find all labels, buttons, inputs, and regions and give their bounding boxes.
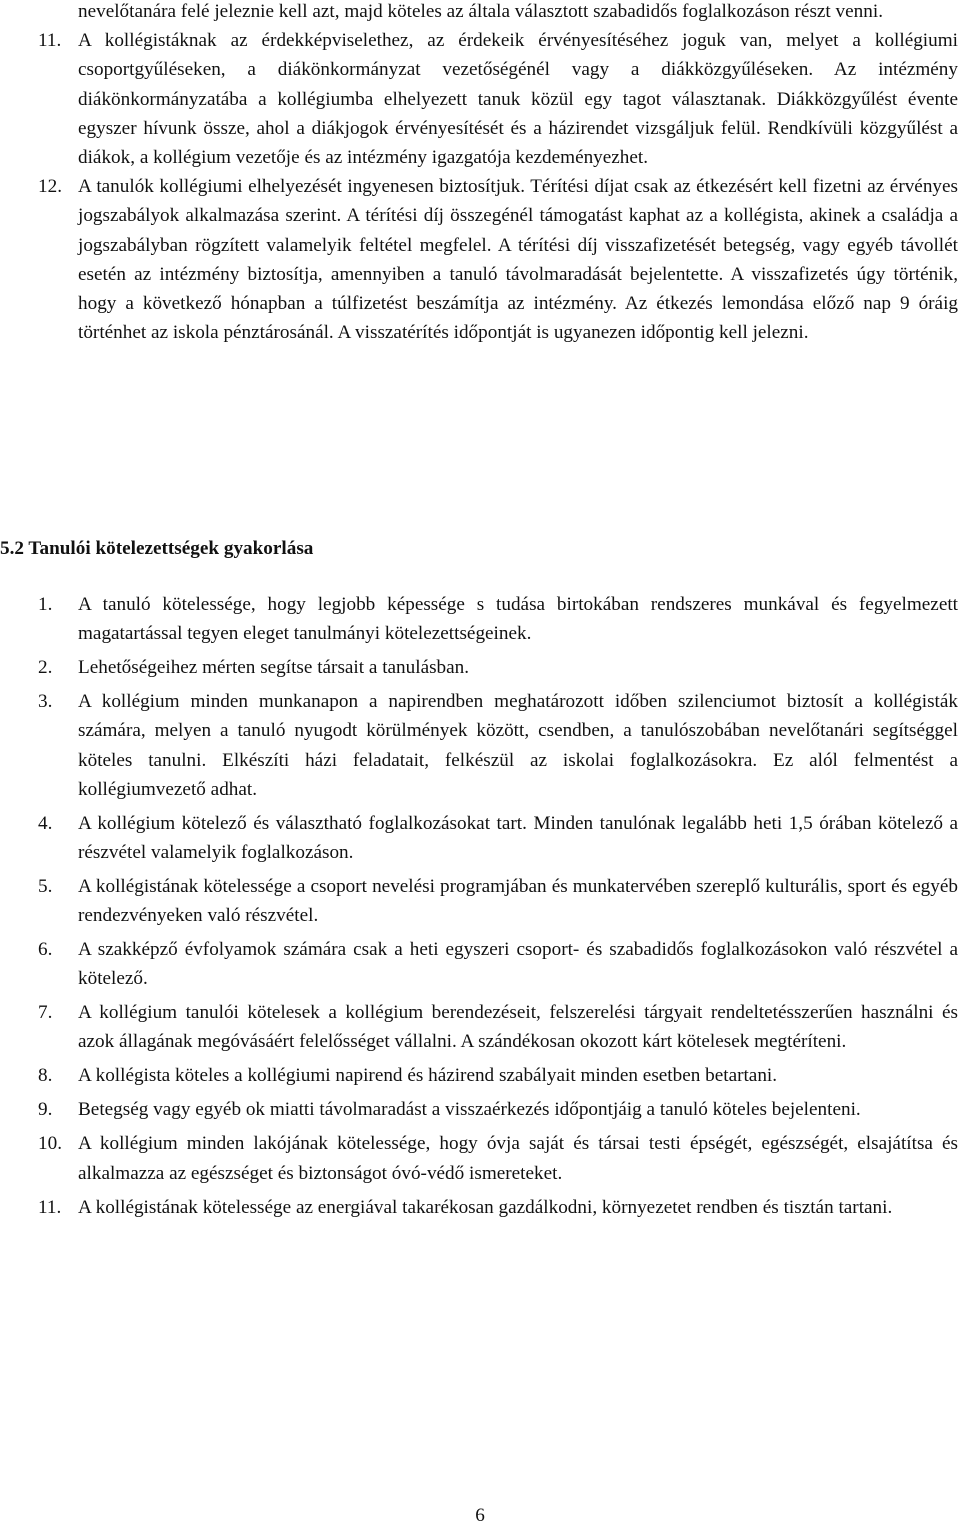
obligation-number: 3.: [38, 691, 53, 713]
obligation-item-7: [0, 998, 960, 1056]
obligation-number: 10.: [38, 1133, 62, 1155]
obligation-text: A kollégista köteles a kollégiumi napirend és házirend szabályait minden esetben betartani.: [78, 1065, 778, 1087]
rule-item-number: 11.: [38, 30, 62, 52]
obligation-text: A kollégium minden lakójának kötelessége, hogy óvja saját és társai testi épségét, egészségét, elsajátítsa és alkalmazza az egészséget és biztonságot óvó-védő ismereteket.: [78, 1133, 958, 1184]
rules-section-continued: [0, 0, 960, 347]
obligation-number: 8.: [38, 1065, 53, 1087]
obligation-text: A kollégistának kötelessége az energiával takarékosan gazdálkodni, környezetet rendben és tisztán tartani.: [78, 1196, 893, 1218]
obligation-item-10: [0, 1129, 960, 1187]
section-heading: 5.2 Tanulói kötelezettségek gyakorlása: [0, 538, 314, 559]
obligation-item-11: [0, 1193, 960, 1222]
page-number: 6: [475, 1505, 485, 1526]
obligation-item-4: [0, 809, 960, 867]
obligation-number: 7.: [38, 1002, 53, 1024]
obligation-number: 11.: [38, 1196, 62, 1218]
obligation-item-3: [0, 687, 960, 804]
obligation-text: A kollégium tanulói kötelesek a kollégium berendezéseit, felszerelési tárgyait rendeltetésszerűen használni és azok állagának megóvásáért felelősséget vállalni. A szándékosan okozott kárt kötelesek megtéríteni.: [78, 1002, 958, 1053]
obligation-item-1: [0, 590, 960, 648]
obligation-text: A tanuló kötelessége, hogy legjobb képessége s tudása birtokában rendszeres munkával és fegyelmezett magatartással tegyen eleget tanulmányi kötelezettségeinek.: [78, 594, 958, 645]
rule-item-text: A tanulók kollégiumi elhelyezését ingyenesen biztosítjuk. Térítési díjat csak az étkezésért kell fizetni az érvényes jogszabályok alkalmazása szerint. A térítési díj összegénél támogatást kaphat az a kollégista, akinek a családja a jogszabályban rögzített valamelyik feltétel megfelel. A térítési díj visszafizetését betegség, vagy egyéb távollét esetén az intézmény biztosítja, amennyiben a tanuló távolmaradását bejelentette. A visszafizetés úgy történik, hogy a következő hónapban a túlfizetést beszámítja az intézmény. Az étkezés lemondása előző nap 9 óráig történhet az iskola pénztárosánál. A visszatérítés időpontját is ugyanezen időpontig kell jelezni.: [78, 176, 958, 344]
rule-item-12: [0, 172, 960, 347]
obligation-number: 1.: [38, 594, 53, 615]
obligation-item-2: [0, 653, 960, 682]
obligation-item-5: [0, 872, 960, 930]
obligations-list: [0, 590, 960, 1227]
obligation-number: 4.: [38, 812, 53, 834]
obligation-text: A kollégistának kötelessége a csoport nevelési programjában és munkatervében szereplő kulturális, sport és egyéb rendezvényeken való részvétel.: [78, 875, 958, 927]
obligation-text: Betegség vagy egyéb ok miatti távolmaradást a visszaérkezés időpontjáig a tanuló köteles bejelenteni.: [78, 1099, 861, 1121]
obligation-number: 2.: [38, 657, 53, 679]
obligation-number: 5.: [38, 875, 53, 897]
obligation-item-9: [0, 1095, 960, 1124]
rule-item-text: A kollégistáknak az érdekképviselethez, az érdekeik érvényesítéséhez joguk van, melyet a kollégiumi csoportgyűléseken, a diákönkormányzat vezetőségénél vagy a diákközgyűléseken. Az intézmény diákönkormányzatába a kollégiumba elhelyezett tanuk közül egy tagot választanak. Diákközgyűlést évente egyszer hívunk össze, ahol a diákjogok érvényesítését és a házirendet vizsgáljuk felül. Rendkívüli közgyűlést a diákok, a kollégium vezetője és az intézmény igazgatója kezdeményezhet.: [78, 30, 958, 168]
continuation-paragraph: nevelőtanára felé jeleznie kell azt, majd köteles az általa választott szabadidős foglalkozáson részt venni.: [78, 1, 883, 22]
obligation-text: A szakképző évfolyamok számára csak a heti egyszeri csoport- és szabadidős foglalkozásokon való részvétel a kötelező.: [78, 939, 958, 990]
obligation-item-8: [0, 1061, 960, 1090]
rule-item-11: [0, 26, 960, 172]
obligation-number: 6.: [38, 939, 53, 961]
obligation-number: 9.: [38, 1099, 53, 1121]
obligation-item-6: [0, 935, 960, 993]
obligation-text: A kollégium minden munkanapon a napirendben meghatározott időben szilenciumot biztosít a kollégisták számára, melyen a tanuló nyugodt körülmények között, csendben, a tanulószobában nevelőtanári segítséggel köteles tanulni. Elkészíti házi feladatait, felkészül az iskolai foglalkozásokra. Ez alól felmentést a kollégiumvezető adhat.: [78, 691, 958, 800]
obligation-text: Lehetőségeihez mérten segítse társait a tanulásban.: [78, 657, 470, 679]
rule-item-number: 12.: [38, 176, 62, 198]
obligation-text: A kollégium kötelező és választható foglalkozásokat tart. Minden tanulónak legalább heti 1,5 órában kötelező a részvétel valamelyik foglalkozáson.: [78, 812, 958, 863]
